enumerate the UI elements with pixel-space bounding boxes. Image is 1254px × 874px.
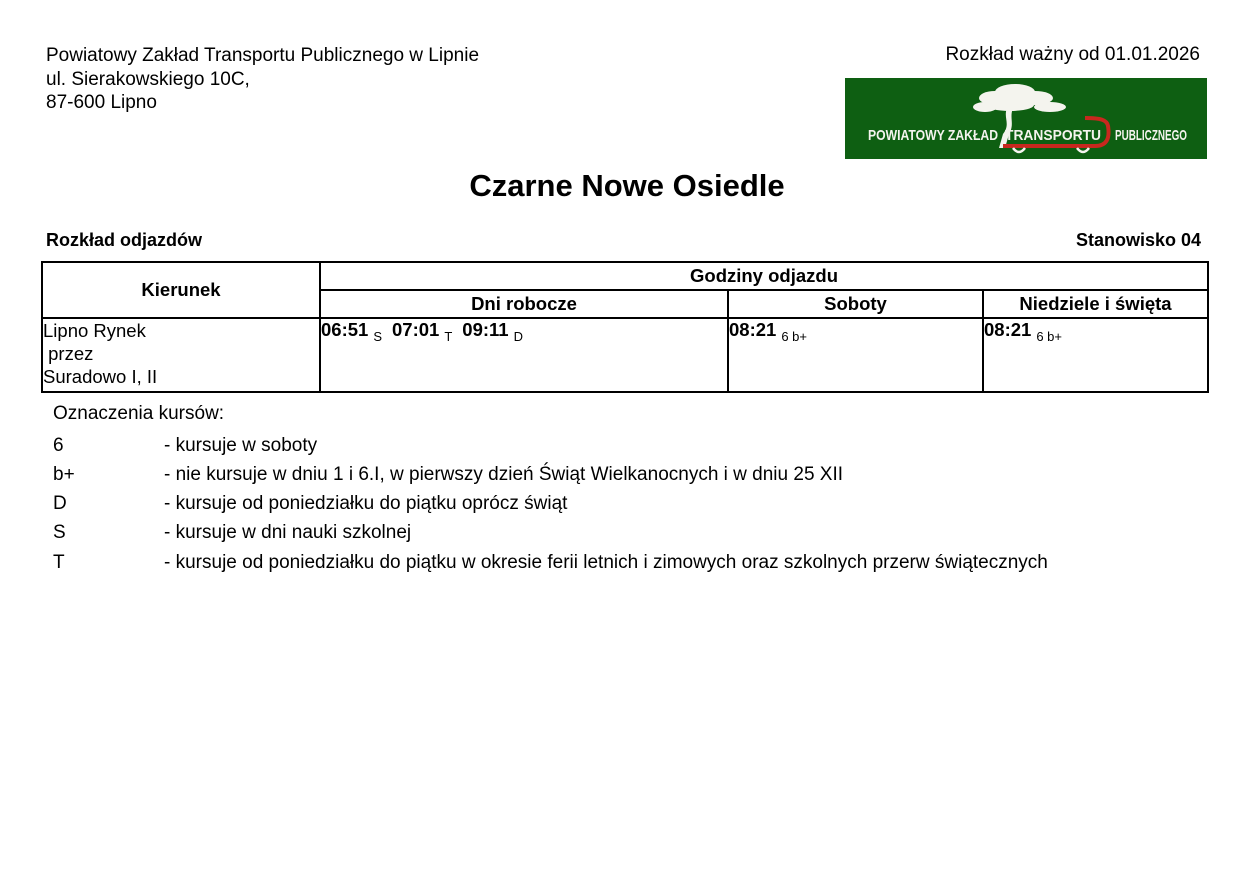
sunday-times-cell (983, 318, 1208, 392)
header-sundays: Niedziele i święta (983, 290, 1208, 318)
timetable (41, 261, 1209, 393)
table-row (42, 318, 1208, 392)
company-logo (845, 78, 1207, 159)
legend-description: - kursuje w soboty (164, 435, 318, 456)
legend-description: - kursuje od poniedziałku do piątku oprócz świąt (164, 493, 568, 514)
legend-code: S (53, 522, 66, 543)
direction-cell: Lipno Rynek przez Suradowo I, II (42, 318, 320, 392)
company-name: Powiatowy Zakład Transportu Publicznego w Lipnie (46, 45, 480, 66)
header-direction: Kierunek (42, 262, 320, 318)
schedule-label: Rozkład odjazdów (46, 230, 203, 250)
legend-code: 6 (53, 435, 64, 456)
logo-text-middle: TRANSPORTU (1005, 127, 1101, 144)
logo-text-right: PUBLICZNEGO (1115, 127, 1188, 144)
legend-title: Oznaczenia kursów: (53, 403, 225, 424)
departure-time: 09:11 (462, 319, 509, 340)
stand-label: Stanowisko 04 (1075, 230, 1201, 250)
company-city: 87-600 Lipno (46, 92, 157, 113)
company-street: ul. Sierakowskiego 10C, (46, 68, 250, 90)
legend-item (53, 464, 843, 486)
legend-item (53, 435, 317, 457)
legend-code: T (53, 552, 65, 573)
header-departure-times: Godziny odjazdu (320, 262, 1208, 290)
logo-text-left: POWIATOWY ZAKŁAD (868, 127, 999, 144)
course-symbol: 6 b+ (781, 329, 807, 344)
departure-time: 06:51 (321, 319, 369, 340)
logo-graphic (845, 78, 1207, 159)
course-symbol: S (373, 329, 382, 344)
departure-time: 07:01 (392, 319, 440, 340)
legend-item (53, 552, 1048, 574)
company-address (46, 44, 479, 115)
legend-item (53, 522, 411, 544)
course-symbol: T (444, 329, 453, 344)
legend-description: - kursuje w dni nauki szkolnej (164, 522, 412, 543)
departure-time: 08:21 (984, 319, 1032, 340)
saturday-times-cell (728, 318, 983, 392)
header-saturdays: Soboty (728, 290, 983, 318)
legend-code: b+ (53, 464, 75, 485)
course-symbol: D (513, 329, 523, 344)
legend-description: - nie kursuje w dniu 1 i 6.I, w pierwszy dzień Świąt Wielkanocnych i w dniu 25 XII (164, 464, 844, 485)
weekday-times-cell (320, 318, 728, 392)
header-weekdays: Dni robocze (320, 290, 728, 318)
departure-time: 08:21 (729, 319, 777, 340)
course-symbol: 6 b+ (1036, 329, 1062, 344)
stop-name-title: Czarne Nowe Osiedle (469, 168, 785, 203)
legend-item (53, 493, 567, 515)
legend-description: - kursuje od poniedziałku do piątku w okresie ferii letnich i zimowych oraz szkolnych przerw świątecznych (164, 552, 1048, 573)
legend-code: D (53, 493, 67, 514)
valid-from-date: Rozkład ważny od 01.01.2026 (945, 44, 1200, 65)
